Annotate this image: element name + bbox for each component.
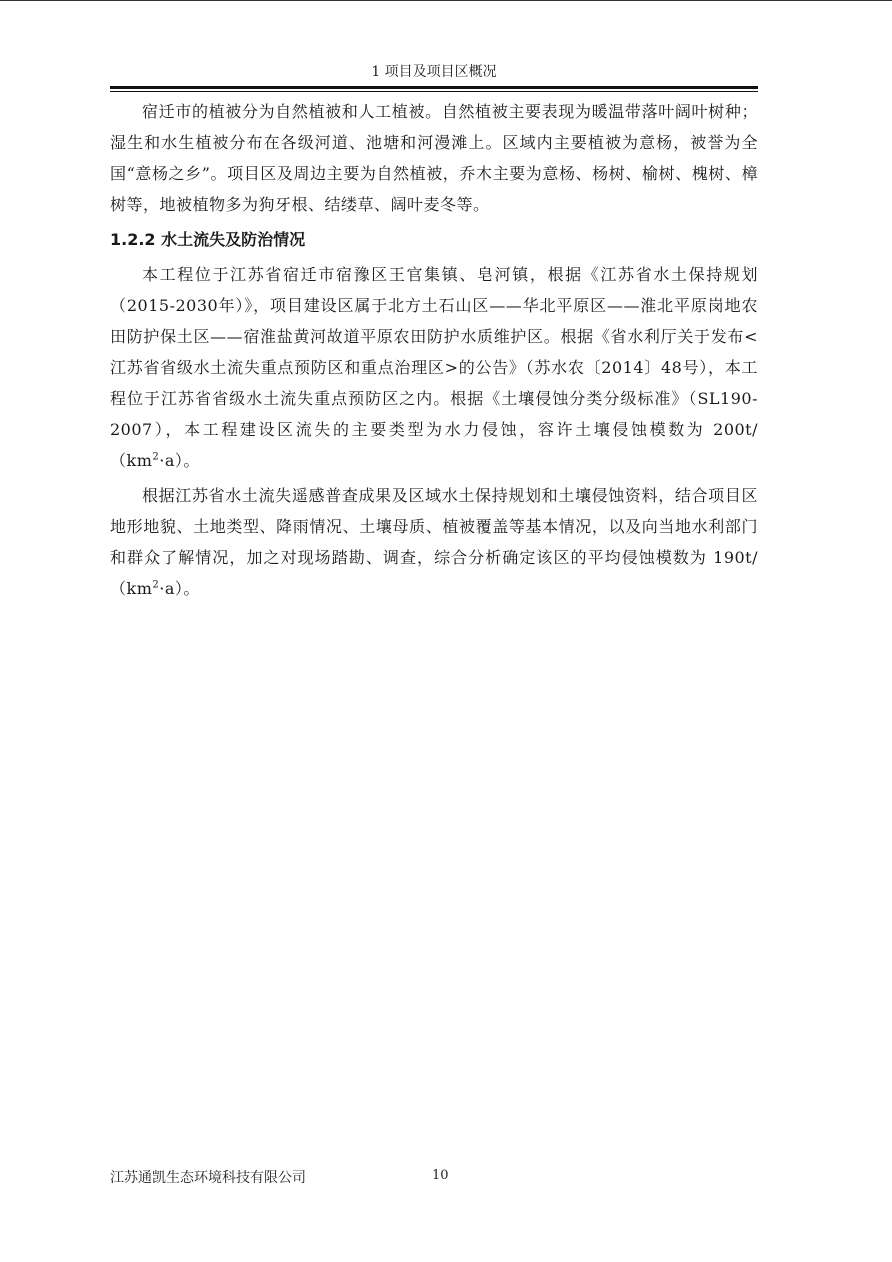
footer-company: 江苏通凯生态环境科技有限公司 xyxy=(110,1170,306,1186)
running-header: 1 项目及项目区概况 xyxy=(371,64,497,80)
page-top-border xyxy=(0,0,892,1)
paragraph-text-end: ·a）。 xyxy=(159,451,200,470)
paragraph-vegetation: 宿迁市的植被分为自然植被和人工植被。自然植被主要表现为暖温带落叶阔叶树种；湿生和水生植被分布在各级河道、池塘和河漫滩上。区域内主要植被为意杨，被誉为全国“意杨之乡”。项目区及周边主要为自然植被，乔木主要为意杨、杨树、榆树、槐树、樟树等，地被植物多为狗牙根、结缕草、阔叶麦冬等。 xyxy=(110,102,758,214)
header-rule-thick xyxy=(110,86,758,89)
superscript: 2 xyxy=(152,579,160,591)
paragraph-erosion-modulus xyxy=(110,480,758,604)
document-body xyxy=(110,96,758,604)
header-rule-thin xyxy=(110,91,758,92)
page-number: 10 xyxy=(432,1168,449,1183)
section-heading: 1.2.2 水土流失及防治情况 xyxy=(110,230,306,249)
paragraph-text-end: ·a）。 xyxy=(159,579,200,598)
paragraph-text: 本工程位于江苏省宿迁市宿豫区王官集镇、皂河镇，根据《江苏省水土保持规划（2015-2030年）》，项目建设区属于北方土石山区——华北平原区——淮北平原岗地农田防护保土区——宿淮盐黄河故道平原农田防护水质维护区。根据《省水利厅关于发布<江苏省省级水土流失重点预防区和重点治理区>的公告》（苏水农〔2014〕48号），本工程位于江苏省省级水土流失重点预防区之内。根据《土壤侵蚀分类分级标准》（SL190-2007），本工程建设区流失的主要类型为水力侵蚀，容许土壤侵蚀模数为 200t/（km xyxy=(110,265,758,470)
superscript: 2 xyxy=(152,451,160,463)
paragraph-text: 根据江苏省水土流失遥感普查成果及区域水土保持规划和土壤侵蚀资料，结合项目区地形地貌、土地类型、降雨情况、土壤母质、植被覆盖等基本情况，以及向当地水利部门和群众了解情况，加之对现场踏勘、调查，综合分析确定该区的平均侵蚀模数为 190t/（km xyxy=(110,486,758,598)
paragraph-soil-erosion-zoning xyxy=(110,259,758,476)
